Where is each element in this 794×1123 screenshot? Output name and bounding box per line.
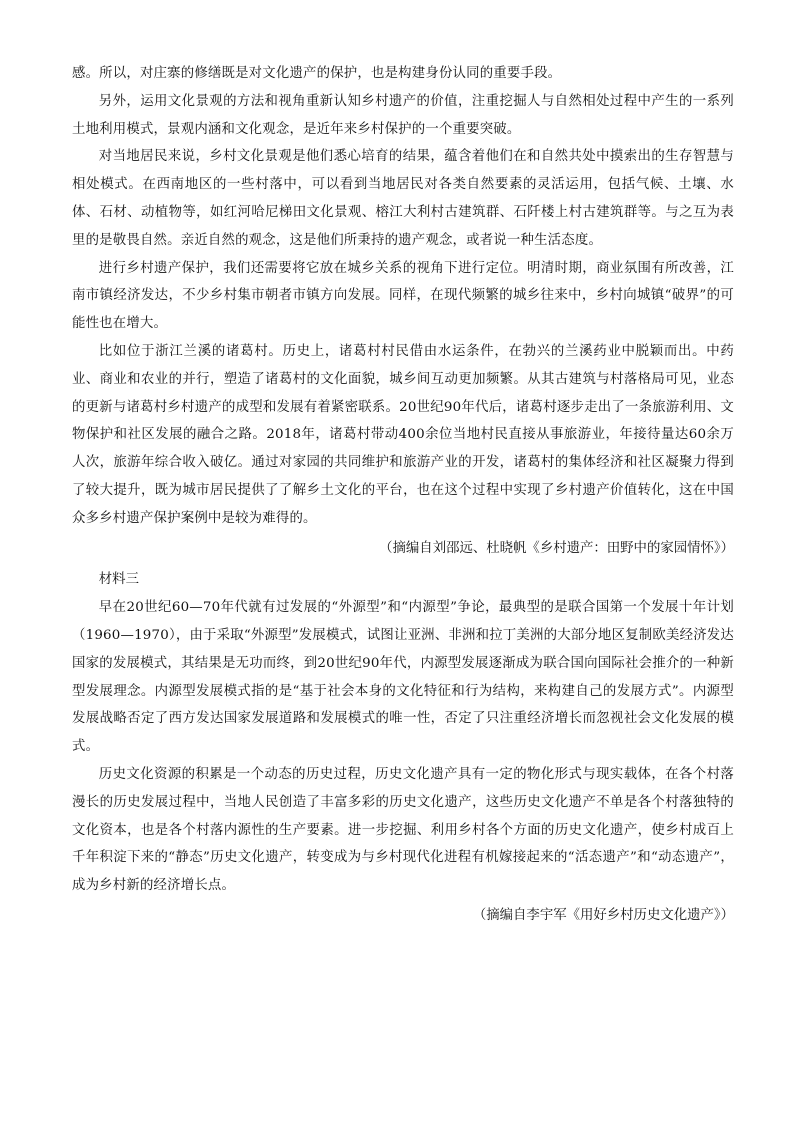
paragraph: 比如位于浙江兰溪的诸葛村。历史上，诸葛村村民借由水运条件，在勃兴的兰溪药业中脱颖而出。中药业、商业和农业的并行，塑造了诸葛村的文化面貌，城乡间互动更加频繁。从其古建筑与村落格局可见，业态的更新与诸葛村乡村遗产的成型和发展有着紧密联系。20世纪90年代后，诸葛村逐步走出了一条旅游利用、文物保护和社区发展的融合之路。2018年，诸葛村带动400余位当地村民直接从事旅游业，年接待量达60余万人次，旅游年综合收入破亿。通过对家园的共同维护和旅游产业的开发，诸葛村的集体经济和社区凝聚力得到了较大提升，既为城市居民提供了了解乡土文化的平台，也在这个过程中实现了乡村遗产价值转化，这在中国众多乡村遗产保护案例中是较为难得的。	[72, 343, 734, 526]
source-citation: （摘编自李宇军《用好乡村历史文化遗产》）	[472, 907, 734, 923]
source-citation: （摘编自刘邵远、杜晓帆《乡村遗产：田野中的家园情怀》）	[379, 540, 734, 556]
paragraph: 早在20世纪60—70年代就有过发展的“外源型”和“内源型”争论，最典型的是联合国第一个发展十年计划（1960—1970），由于采取“外源型”发展模式，试图让亚洲、非洲和拉丁美洲的大部分地区复制欧美经济发达国家的发展模式，其结果是无功而终，到20世纪90年代，内源型发展逐渐成为联合国向国际社会推介的一种新型发展理念。内源型发展模式指的是“基于社会本身的文化特征和行为结构，来构建自己的发展方式”。内源型发展战略否定了西方发达国家发展道路和发展模式的唯一性，否定了只注重经济增长而忽视社会文化发展的模式。	[72, 600, 734, 755]
section-heading: 材料三	[98, 572, 139, 588]
paragraph: 进行乡村遗产保护，我们还需要将它放在城乡关系的视角下进行定位。明清时期，商业氛围有所改善，江南市镇经济发达，不少乡村集市朝者市镇方向发展。同样，在现代频繁的城乡往来中，乡村向城镇“破界”的可能性也在增大。	[72, 260, 734, 332]
paragraph: 对当地居民来说，乡村文化景观是他们悉心培育的结果，蕴含着他们在和自然共处中摸索出的生存智慧与相处模式。在西南地区的一些村落中，可以看到当地居民对各类自然要素的灵活运用，包括气候、土壤、水体、石材、动植物等，如红河哈尼梯田文化景观、榕江大利村古建筑群、石阡楼上村古建筑群等。与之互为表里的是敬畏自然。亲近自然的观念，这是他们所秉持的遗产观念，或者说一种生活态度。	[72, 149, 734, 248]
paragraph: 另外，运用文化景观的方法和视角重新认知乡村遗产的价值，注重挖掘人与自然相处过程中产生的一系列土地利用模式，景观内涵和文化观念，是近年来乡村保护的一个重要突破。	[72, 93, 734, 137]
paragraph: 历史文化资源的积累是一个动态的历史过程，历史文化遗产具有一定的物化形式与现实载体，在各个村落漫长的历史发展过程中，当地人民创造了丰富多彩的历史文化遗产，这些历史文化遗产不单是各个村落独特的文化资本，也是各个村落内源性的生产要素。进一步挖掘、利用乡村各个方面的历史文化遗产，使乡村成百上千年积淀下来的“静态”历史文化遗产，转变成为与乡村现代化进程有机嫁接起来的“活态遗产”和“动态遗产”，成为乡村新的经济增长点。	[72, 766, 734, 894]
paragraph-continuation: 感。所以，对庄寨的修缮既是对文化遗产的保护，也是构建身份认同的重要手段。	[72, 66, 562, 81]
